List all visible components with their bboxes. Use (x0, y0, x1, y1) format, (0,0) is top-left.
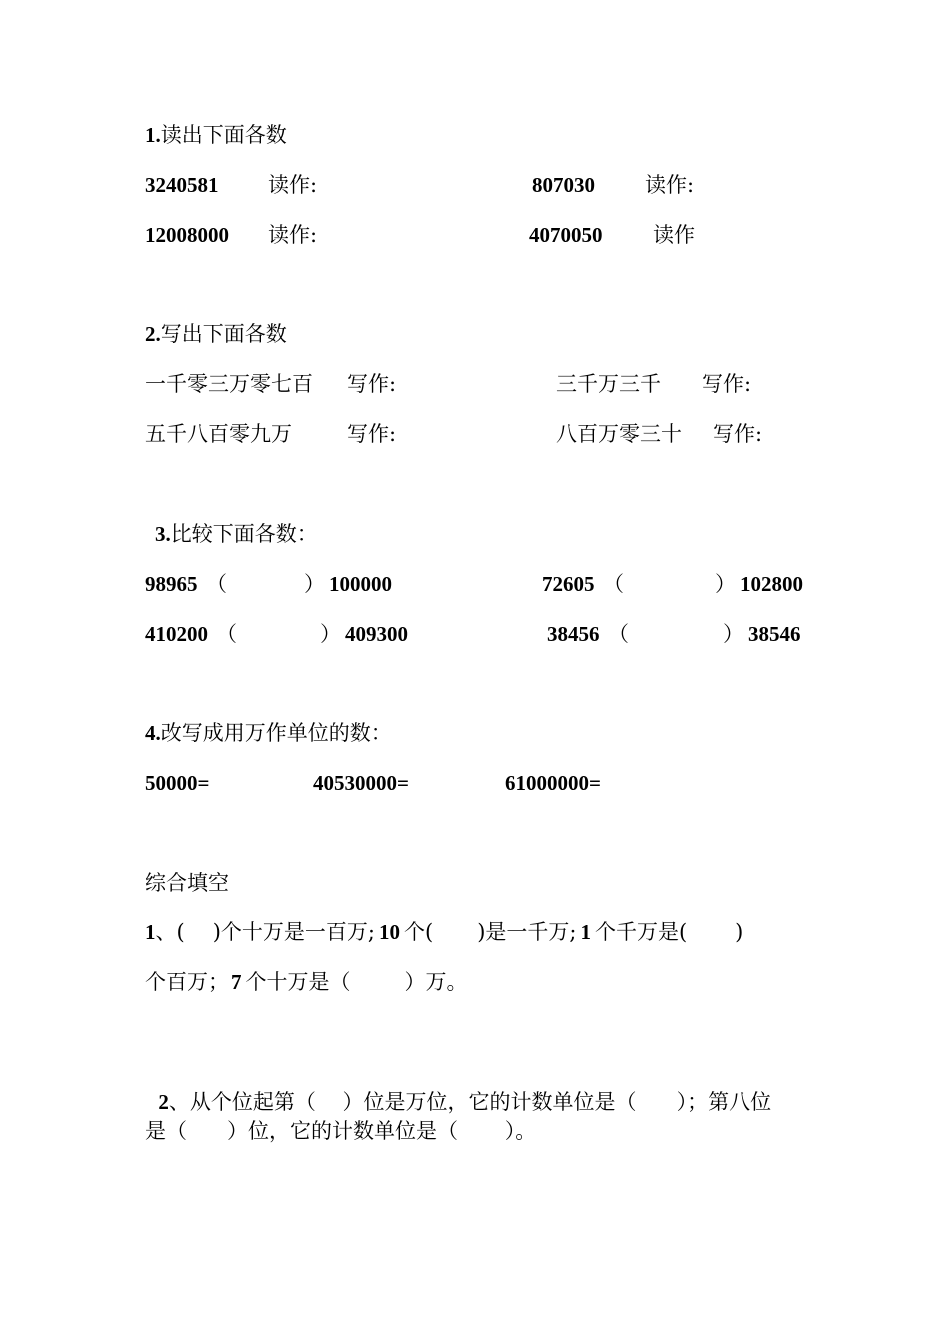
p1-number: 1 (145, 920, 156, 944)
q3-number: 3. (155, 522, 171, 546)
p1-line2-seg-3: 个十万是（ (245, 970, 351, 994)
q1-heading (145, 125, 287, 146)
q3-row1-close-paren-b: ） (715, 572, 736, 596)
q3-row2-right-b: 38546 (748, 622, 801, 646)
q1-title: 读出下面各数 (160, 123, 287, 147)
q3-row1-open-paren-b: （ (603, 572, 624, 596)
comprehensive-p2-line2: 是（ ）位，它的计数单位是（ ）。 (145, 1119, 537, 1143)
q2-row1-label-b: 写作: (702, 372, 752, 396)
q2-row2-words-b: 八百万零三十 (556, 422, 682, 446)
q3-row2-open-paren-a: （ (216, 622, 237, 646)
q3-row1-close-paren-a: ） (304, 572, 325, 596)
q1-row2-number-b: 4070050 (529, 223, 603, 247)
p2-number: 2 (158, 1090, 169, 1114)
q3-row2-left-a: 410200 (145, 622, 208, 646)
q1-number: 1. (145, 123, 161, 147)
p1-seg-7: 个千万是( (594, 920, 688, 944)
q2-row1-label-a: 写作: (347, 372, 397, 396)
p1-seg-2: )个十万是一百万; (212, 920, 375, 944)
p1-blank-1 (185, 922, 213, 943)
p1-line2-seg-1: 个百万； (145, 970, 229, 994)
q1-row1-label-a: 读作: (268, 173, 318, 197)
q1-row1-number-a: 3240581 (145, 173, 219, 197)
q3-row1-right-a: 100000 (329, 572, 392, 596)
q4-heading (145, 723, 392, 744)
q3-row2-close-paren-b: ） (723, 622, 744, 646)
p1-blank-2 (433, 922, 477, 943)
p1-blank-3 (687, 922, 735, 943)
q4-item-3: 61000000= (505, 771, 601, 795)
p1-seg-8: ) (735, 920, 744, 944)
comprehensive-title: 综合填空 (145, 871, 229, 895)
p1-line2-blank (351, 972, 405, 993)
q2-row1-words-b: 三千万三千 (556, 372, 661, 396)
q4-item-2: 40530000= (313, 771, 409, 795)
q2-title: 写出下面各数 (160, 322, 287, 346)
q1-row1-number-b: 807030 (532, 173, 595, 197)
q3-title: 比较下面各数： (170, 522, 318, 546)
q3-row1-left-a: 98965 (145, 572, 198, 596)
q2-number: 2. (145, 322, 161, 346)
q1-row2-label-b: 读作 (653, 223, 695, 247)
q3-row2-close-paren-a: ） (320, 622, 341, 646)
q1-row2-label-a: 读作: (268, 223, 318, 247)
q2-row2-label-b: 写作: (713, 422, 763, 446)
q1-row2-number-a: 12008000 (145, 223, 229, 247)
p1-line2-seg-4: ）万。 (404, 970, 468, 994)
q2-row2-label-a: 写作: (347, 422, 397, 446)
comprehensive-p1-line1 (145, 922, 810, 943)
p1-seg-4: 个( (403, 920, 434, 944)
q2-row1-words-a: 一千零三万零七百 (145, 372, 313, 396)
p2-line1-text: 、从个位起第（ ）位是万位，它的计数单位是（ ）；第八位 (168, 1090, 772, 1114)
q3-row2-left-b: 38456 (547, 622, 600, 646)
q3-row1-left-b: 72605 (542, 572, 595, 596)
q3-row1-open-paren-a: （ (206, 572, 227, 596)
p1-seg-1: 、( (155, 920, 185, 944)
q4-item-1: 50000= (145, 771, 210, 795)
p1-seg-5: )是一千万; (477, 920, 577, 944)
p1-seg-3: 10 (378, 920, 400, 944)
p1-seg-6: 1 (580, 920, 591, 944)
q1-row1-label-b: 读作: (645, 173, 695, 197)
q4-number: 4. (145, 721, 161, 745)
p1-line2-seg-2: 7 (231, 970, 242, 994)
q3-row1-right-b: 102800 (740, 572, 803, 596)
q3-heading (155, 524, 318, 545)
q3-row2-right-a: 409300 (345, 622, 408, 646)
q2-heading (145, 324, 287, 345)
q2-row2-words-a: 五千八百零九万 (145, 422, 292, 446)
q4-title: 改写成用万作单位的数： (160, 721, 392, 745)
q3-row2-open-paren-b: （ (608, 622, 629, 646)
comprehensive-p1-line2 (145, 972, 468, 993)
comprehensive-p2-line1 (145, 1071, 771, 1113)
